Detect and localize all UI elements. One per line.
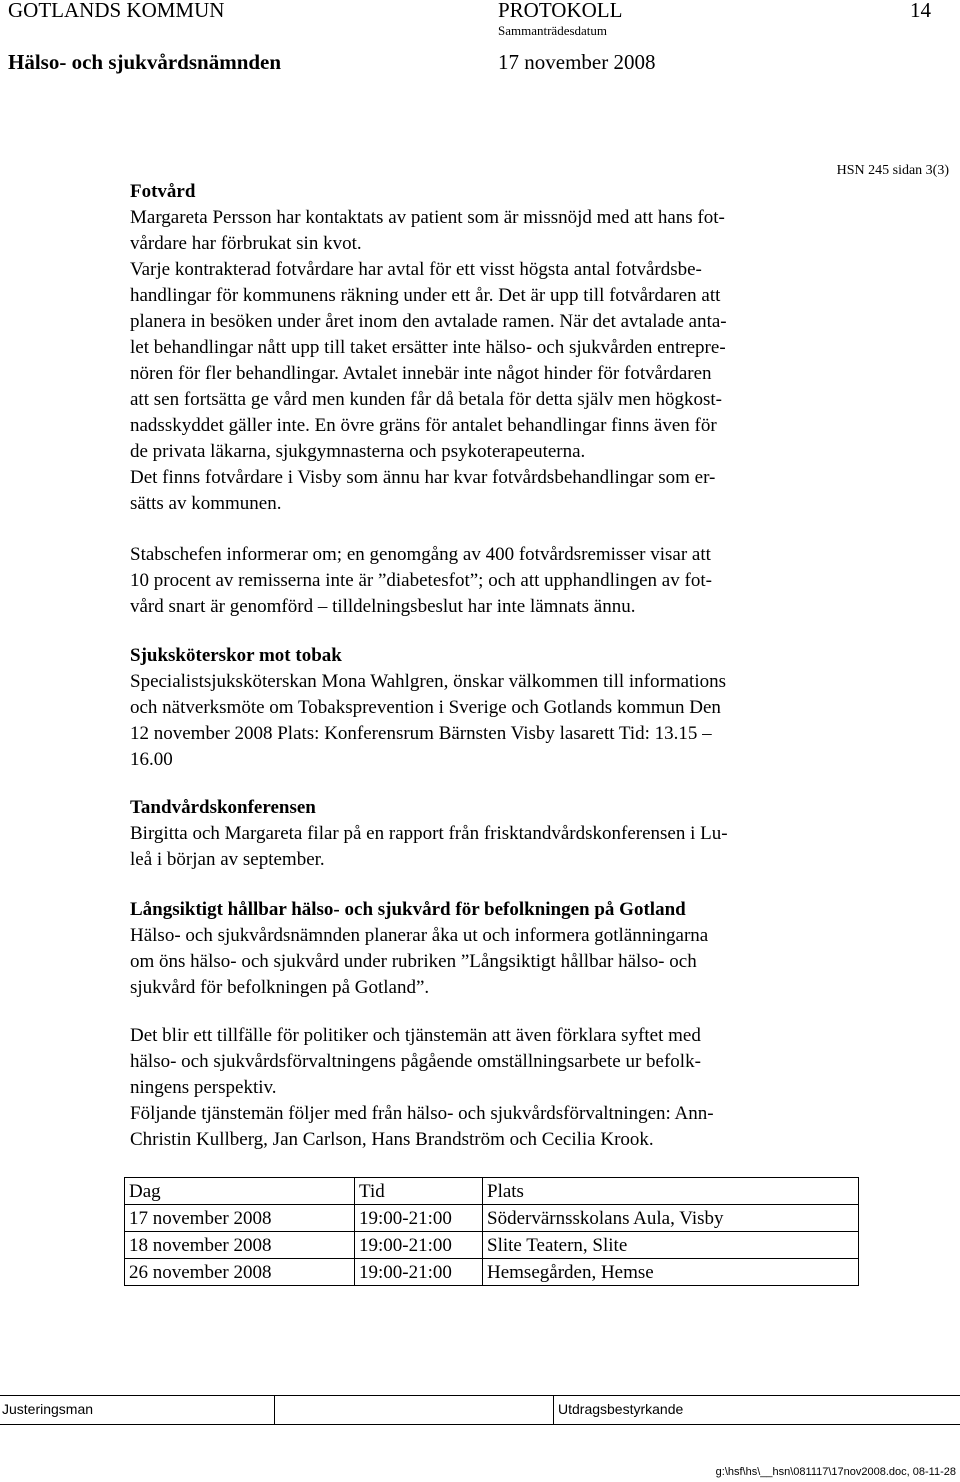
text-line: Stabschefen informerar om; en genomgång av 400 fotvårdsremisser visar att (130, 544, 711, 565)
page-number: 14 (910, 0, 931, 22)
text-line: handlingar för kommunens räkning under ett år. Det är upp till fotvårdaren att (130, 285, 721, 306)
footer-divider (553, 1396, 554, 1424)
text-line: Det finns fotvårdare i Visby som ännu har kvar fotvårdsbehandlingar som er- (130, 467, 716, 488)
doc-type: PROTOKOLL (498, 0, 623, 22)
text-line: 10 procent av remisserna inte är ”diabetesfot”; och att upphandlingen av fot- (130, 570, 712, 591)
text-line: planera in besöken under året inom den avtalade ramen. När det avtalade anta- (130, 311, 727, 332)
text-line: vårdare har förbrukat sin kvot. (130, 233, 362, 254)
column-header-plats: Plats (483, 1178, 859, 1205)
text-line: sätts av kommunen. (130, 493, 282, 514)
table-row (125, 1259, 859, 1286)
text-line: sjukvård för befolkningen på Gotland”. (130, 977, 430, 998)
document-reference: HSN 245 sidan 3(3) (836, 163, 949, 178)
text-line: Följande tjänstemän följer med från hälso- och sjukvårdsförvaltningen: Ann- (130, 1103, 714, 1124)
text-line: Specialistsjuksköterskan Mona Wahlgren, önskar välkommen till informations (130, 671, 726, 692)
column-header-dag: Dag (125, 1178, 355, 1205)
text-line: att sen fortsätta ge vård men kunden får då betala för detta själv men högkost- (130, 389, 722, 410)
schedule-table (124, 1177, 859, 1286)
cell-dag: 17 november 2008 (125, 1205, 355, 1232)
date-label: Sammanträdesdatum (498, 23, 608, 38)
table-row (125, 1205, 859, 1232)
section-heading: Tandvårdskonferensen (130, 797, 316, 818)
section-fotvard (130, 179, 850, 517)
text-line: de privata läkarna, sjukgymnasterna och psykoterapeuterna. (130, 441, 586, 462)
section-heading: Sjuksköterskor mot tobak (130, 645, 342, 666)
section-tandvard (130, 795, 850, 873)
cell-tid: 19:00-21:00 (355, 1205, 483, 1232)
committee-name: Hälso- och sjukvårdsnämnden (8, 50, 282, 74)
text-line: 16.00 (130, 749, 173, 770)
cell-dag: 26 november 2008 (125, 1259, 355, 1286)
section-heading: Långsiktigt hållbar hälso- och sjukvård för befolkningen på Gotland (130, 899, 686, 920)
footer-divider (274, 1396, 275, 1424)
section-fotvard-stabschef (130, 542, 850, 620)
text-line: vård snart är genomförd – tilldelningsbeslut har inte lämnats ännu. (130, 596, 636, 617)
table-header-row (125, 1178, 859, 1205)
cell-plats: Hemsegården, Hemse (483, 1259, 859, 1286)
meeting-date: 17 november 2008 (498, 50, 656, 74)
text-line: 12 november 2008 Plats: Konferensrum Bärnsten Visby lasarett Tid: 13.15 – (130, 723, 712, 744)
text-line: leå i början av september. (130, 849, 325, 870)
text-line: nören för fler behandlingar. Avtalet innebär inte något hinder för fotvårdaren (130, 363, 712, 384)
footer-top-rule (0, 1395, 960, 1396)
text-line: och nätverksmöte om Tobaksprevention i Sverige och Gotlands kommun Den (130, 697, 721, 718)
section-tobak (130, 643, 850, 773)
section-langsiktigt-details (130, 1023, 850, 1153)
cell-dag: 18 november 2008 (125, 1232, 355, 1259)
column-header-tid: Tid (355, 1178, 483, 1205)
text-line: let behandlingar nått upp till taket ersätter inte hälso- och sjukvården entrepre- (130, 337, 726, 358)
file-path: g:\hsf\hs\__hsn\081117\17nov2008.doc, 08-11-28 (715, 1466, 956, 1478)
text-line: Margareta Persson har kontaktats av patient som är missnöjd med att hans fot- (130, 207, 725, 228)
text-line: Hälso- och sjukvårdsnämnden planerar åka ut och informera gotlänningarna (130, 925, 709, 946)
org-name: GOTLANDS KOMMUN (8, 0, 225, 22)
certification-label: Utdragsbestyrkande (558, 1401, 684, 1417)
cell-plats: Södervärnsskolans Aula, Visby (483, 1205, 859, 1232)
text-line: hälso- och sjukvårdsförvaltningens pågående omställningsarbete ur befolk- (130, 1051, 701, 1072)
section-langsiktigt (130, 897, 850, 1001)
cell-plats: Slite Teatern, Slite (483, 1232, 859, 1259)
section-heading: Fotvård (130, 181, 196, 202)
footer-bottom-rule (0, 1424, 960, 1425)
text-line: om öns hälso- och sjukvård under rubriken ”Långsiktigt hållbar hälso- och (130, 951, 697, 972)
text-line: Christin Kullberg, Jan Carlson, Hans Brandström och Cecilia Krook. (130, 1129, 654, 1150)
text-line: Birgitta och Margareta filar på en rapport från frisktandvårdskonferensen i Lu- (130, 823, 728, 844)
signature-label: Justeringsman (2, 1401, 94, 1417)
text-line: Det blir ett tillfälle för politiker och tjänstemän att även förklara syftet med (130, 1025, 701, 1046)
text-line: ningens perspektiv. (130, 1077, 277, 1098)
cell-tid: 19:00-21:00 (355, 1232, 483, 1259)
cell-tid: 19:00-21:00 (355, 1259, 483, 1286)
text-line: nadsskyddet gäller inte. En övre gräns för antalet behandlingar finns även för (130, 415, 717, 436)
text-line: Varje kontrakterad fotvårdare har avtal för ett visst högsta antal fotvårdsbe- (130, 259, 702, 280)
table-row (125, 1232, 859, 1259)
